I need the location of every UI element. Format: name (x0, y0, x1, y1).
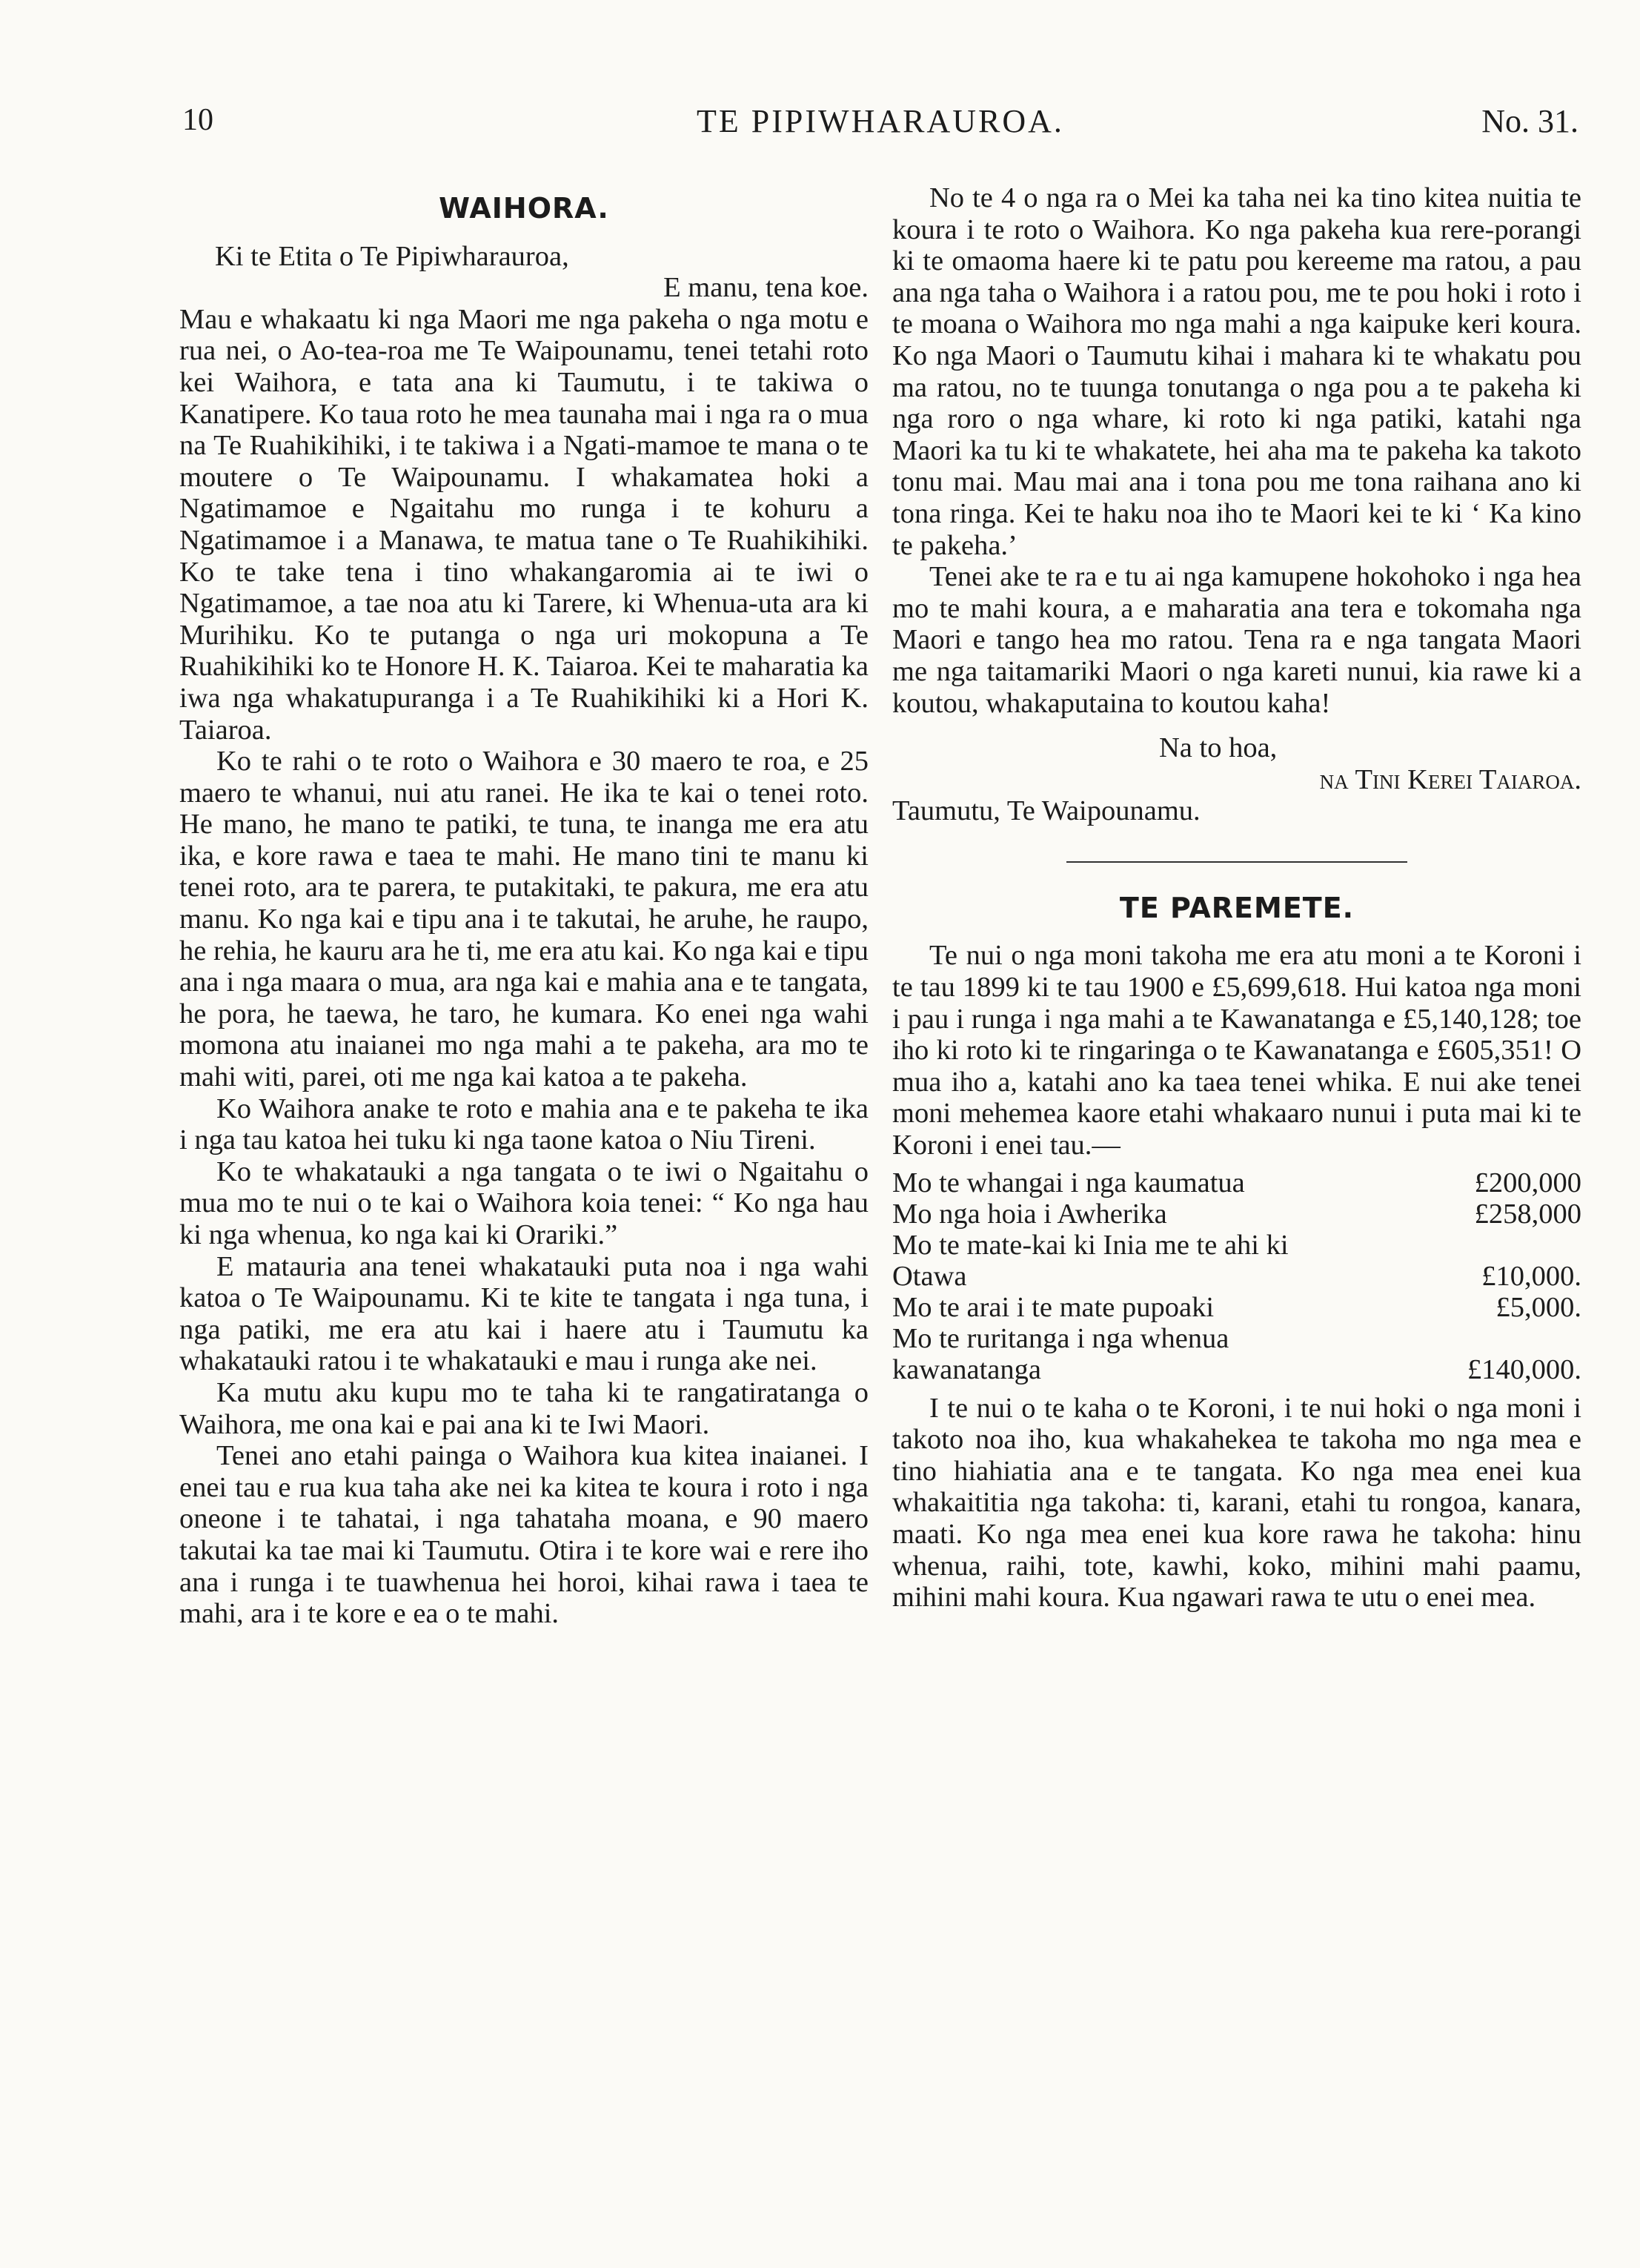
expenditure-amount: £258,000 (1474, 1198, 1581, 1230)
right-column (892, 182, 1581, 1614)
article-paragraph: No te 4 o nga ra o Mei ka taha nei ka tino kitea nuitia te koura i te roto o Waihora. Ko nga pakeha kua rere-porangi ki te omaoma haere ki te patu pou kereeme ma ratou, a pau ana nga taha o Waihora i a ratou pou, me te pou hoki i roto i te moana o Waihora mo nga mahi a nga kaipuke keri koura. Ko nga Maori o Taumutu kihai i mahara ki te whakatu pou ma ratou, no te tuunga tonutanga o nga pou a te pakeha ki nga roro o nga whare, ki roto ki nga patiki, katahi nga Maori ka tu ki te whakatete, hei aha ma te pakeha ka takoto tonu mai. Mau mai ana i tona pou me tona raihana ano ki tona ringa. Kei te haku noa iho te Maori kei te ki ‘ Ka kino te pakeha.’ (892, 182, 1581, 561)
letter-greeting: E manu, tena koe. (663, 272, 869, 304)
expenditure-label: Mo te whangai i nga kaumatua (892, 1167, 1245, 1198)
table-row (892, 1292, 1581, 1323)
article-paragraph: Ko te whakatauki a nga tangata o te iwi o Ngaitahu o mua mo te nui o te kai o Waihora koia tenei: “ Ko nga hau ki nga whenua, ko nga kai ki Orariki.” (179, 1155, 869, 1250)
expenditure-label: Mo te mate-kai ki Inia me te ahi ki Otawa (892, 1229, 1289, 1292)
section-divider (1066, 861, 1407, 863)
expenditure-label: Mo te arai i te mate pupoaki (892, 1291, 1215, 1323)
expenditure-label: Mo te ruritanga i nga whenua kawanatanga (892, 1322, 1229, 1385)
table-row (892, 1198, 1581, 1230)
article-paragraph: Mau e whakaatu ki nga Maori me nga pakeha o nga motu e rua nei, o Ao-tea-roa me Te Waipounamu, tenei tetahi roto kei Waihora, e tata ana ki Taumutu, i te takiwa o Kanatipere. Ko taua roto he mea taunaha mai i nga ra o mua na Te Ruahikihiki, i te takiwa i a Ngati-mamoe te mana o te moutere o Te Waipounamu. I whakamatea hoki a Ngatimamoe e Ngaitahu mo runga i te kohuru a Ngatimamoe i a Manawa, te matua tane o Te Ruahikihiki. Ko te take tena i tino whakangaromia ai te iwi o Ngatimamoe, a tae noa atu ki Tarere, ki Whenua-uta ara ki Murihiku. Ko te putanga o nga uri mokopuna a Te Ruahikihiki ko te Honore H. K. Taiaroa. Kei te maharatia ka iwa nga whakatupuranga i a Te Ruahikihiki ki a Hori K. Taiaroa. (179, 303, 869, 746)
expenditure-amount: £5,000. (1495, 1291, 1581, 1323)
page-number: 10 (182, 103, 213, 137)
letter-closing: Na to hoa, (1159, 732, 1278, 764)
table-row (892, 1167, 1581, 1198)
expenditure-label: Mo nga hoia i Awherika (892, 1198, 1167, 1230)
left-column (179, 184, 869, 1630)
expenditure-amount: £200,000 (1474, 1167, 1581, 1198)
article-paragraph: Ka mutu aku kupu mo te taha ki te rangatiratanga o Waihora, me ona kai e pai ana ki te Iwi Maori. (179, 1376, 869, 1440)
article-paragraph: Ko Waihora anake te roto e mahia ana e te pakeha te ika i nga tau katoa hei tuku ki nga taone katoa o Niu Tireni. (179, 1092, 869, 1156)
article-paragraph: I te nui o te kaha o te Koroni, i te nui hoki o nga moni i takoto noa iho, kua whakahekea te takoha mo nga mea e tino hiahiatia ana e te tangata. Ko nga mea enei kua whakaititia nga takoha: ti, karani, etahi tu rongoa, kanara, maati. Ko nga mea enei kua kore rawa he takoha: hinu whenua, raihi, tote, kawhi, koko, mihini mahi paamu, mihini mahi koura. Kua ngawari rawa te utu o enei mea. (892, 1392, 1581, 1614)
letter-place: Taumutu, Te Waipounamu. (892, 795, 1201, 827)
expenditure-amount: £10,000. (1481, 1260, 1581, 1292)
article-paragraph: Ko te rahi o te roto o Waihora e 30 maero te roa, e 25 maero te whanui, nui atu ranei. He ika te kai o tenei roto. He mano, he mano te patiki, te tuna, te inanga me era atu ika, e kore rawa e taea te mahi. He mano tini te manu ki tenei roto, ara te parera, te putakitaki, te pakura, me era atu manu. Ko nga kai e tipu ana i te takutai, he aruhe, he raupo, he rehia, he kauru ara he ti, me era atu kai. Ko nga kai e tipu ana i nga maara o mua, ara nga kai e mahia ana e te tangata, he pora, he taewa, he taro, he kumara. Ko enei nga wahi momona atu inaianei mo nga mahi a te pakeha, ara mo te mahi witi, parei, oti me nga kai katoa a te pakeha. (179, 746, 869, 1093)
table-row (892, 1323, 1581, 1385)
article-paragraph: E matauria ana tenei whakatauki puta noa i nga wahi katoa o Te Waipounamu. Ki te kite te tangata i nga tuna, i nga patiki, me era atu kai i haere atu i Taumutu ka whakatauki ratou i te whakatauki e mau i runga ake nei. (179, 1250, 869, 1377)
article-heading-waihora: WAIHORA. (439, 192, 609, 225)
letter-salutation: Ki te Etita o Te Pipiwharauroa, (215, 240, 569, 272)
article-paragraph: Tenei ake te ra e tu ai nga kamupene hokohoko i nga hea mo te mahi koura, a e maharatia ana tera e tokomaha nga Maori e tango hea mo ratou. Tena ra e nga tangata Maori me nga taitamariki Maori o nga kareti nunui, kia rawe ki a koutou, whakaputaina to koutou kaha! (892, 561, 1581, 719)
expenditure-table (892, 1167, 1581, 1385)
issue-number: No. 31. (1481, 103, 1578, 139)
article-paragraph: Te nui o nga moni takoha me era atu moni a te Koroni i te tau 1899 ki te tau 1900 e £5,699,618. Hui katoa nga moni i pau i runga i nga mahi a te Kawanatanga e £5,140,128; toe iho ki roto ki te ringaringa o te Kawanatanga e £605,351! O mua iho a, katahi ano ka taea tenei whika. E nui ake tenei moni mehemea kaore etahi whakaaro nunui i puta mai ki te Koroni i enei tau.— (892, 940, 1581, 1161)
page-header (182, 102, 1578, 147)
article-paragraph: Tenei ano etahi painga o Waihora kua kitea inaianei. I enei tau e rua kua taha ake nei ka kitea te koura i roto i nga oneone i te tahatai, i nga tahataha moana, e 90 maero takutai ka tae mai ki Taumutu. Otira i te kore wai e rere iho ana i runga i te tuawhenua hei horoi, kihai rawa i taea te mahi, ara i te kore e ea o te mahi. (179, 1440, 869, 1630)
publication-title: TE PIPIWHARAUROA. (697, 103, 1064, 139)
expenditure-amount: £140,000. (1467, 1353, 1581, 1385)
letter-signature: na Tini Kerei Taiaroa. (1319, 763, 1581, 795)
article-heading-paremete: TE PAREMETE. (1119, 891, 1355, 924)
table-row (892, 1230, 1581, 1292)
